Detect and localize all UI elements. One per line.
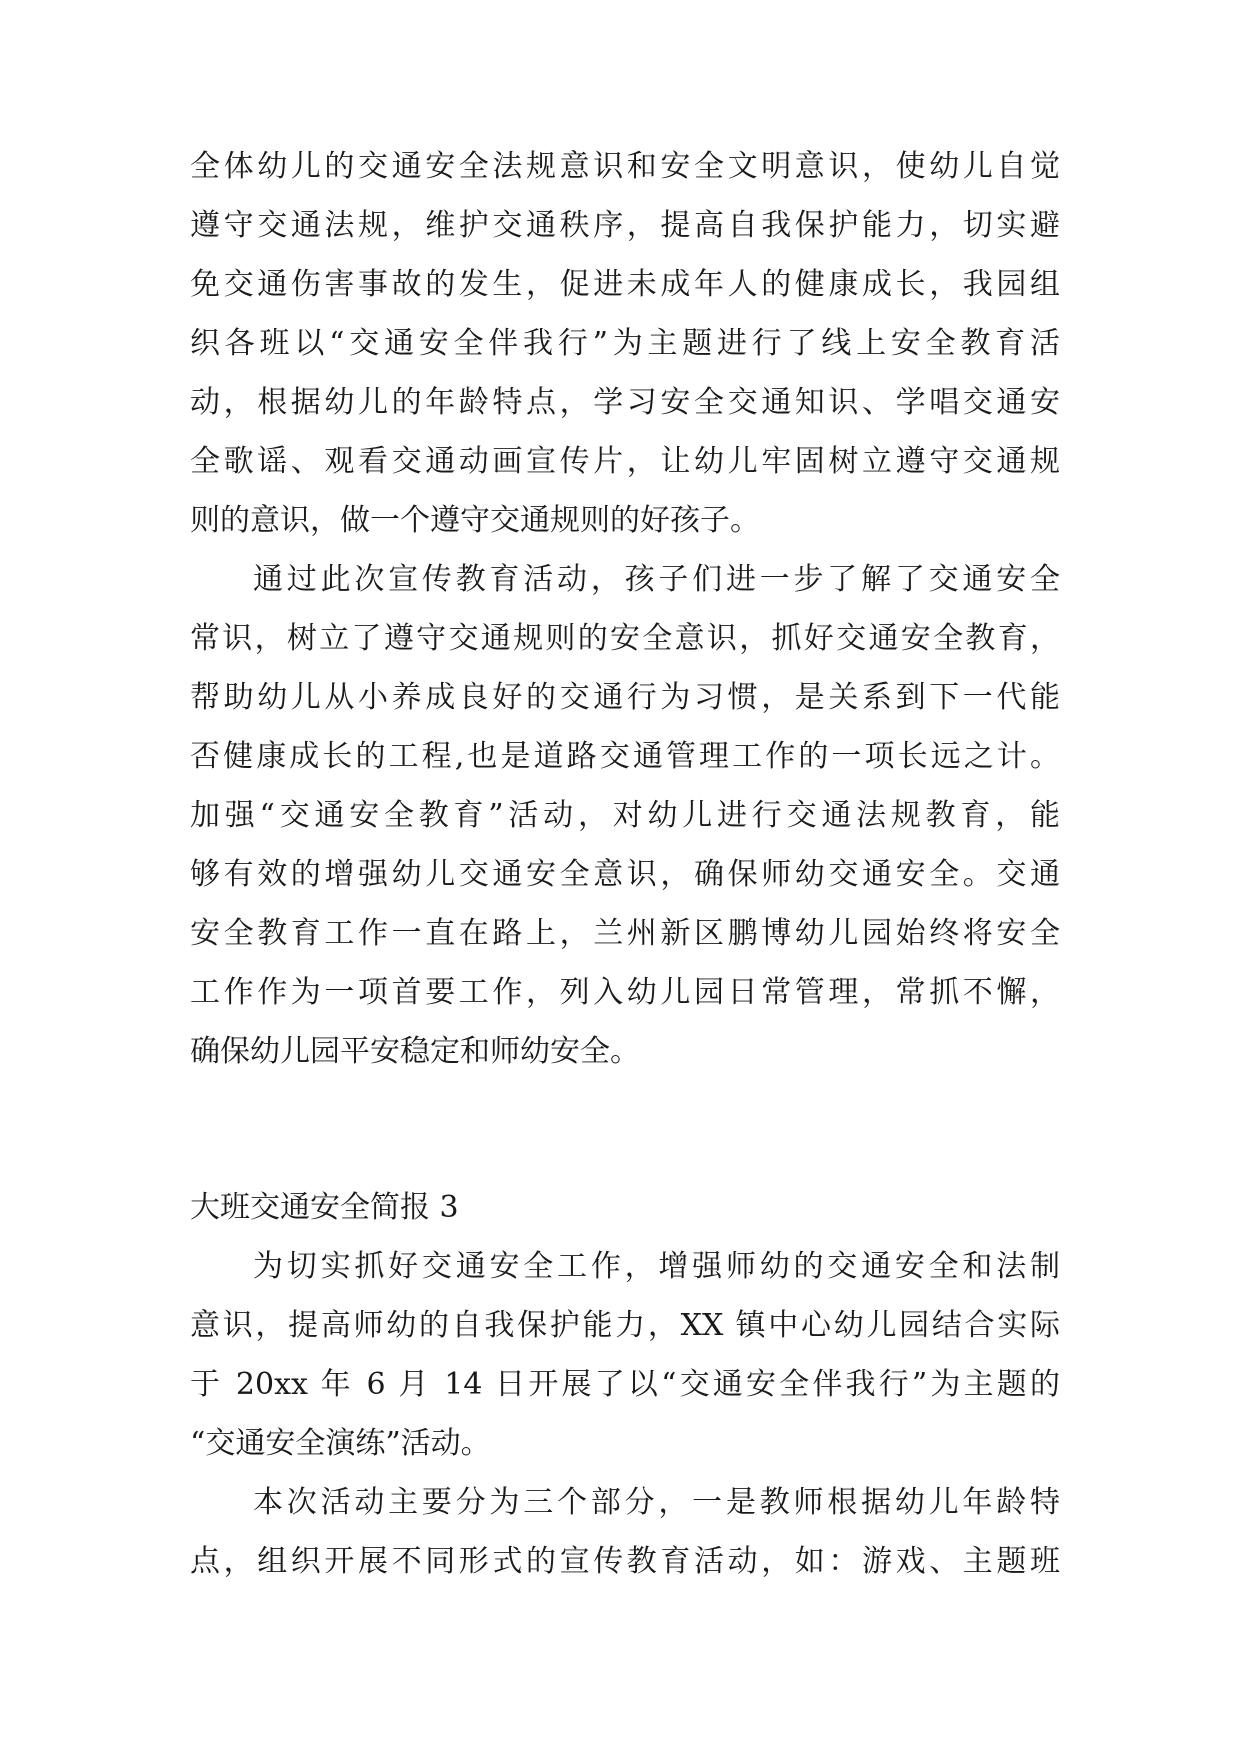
section-paragraph-2: [190, 1473, 1060, 1591]
paragraph-line: 通过此次宣传教育活动，孩子们进一步了解了交通安全: [253, 562, 1060, 597]
paragraph-line: 织各班以“交通安全伴我行”为主题进行了线上安全教育活: [190, 326, 1060, 361]
paragraph-line: 确保幼儿园平安稳定和师幼安全。: [190, 1034, 640, 1069]
paragraph-line: 安全教育工作一直在路上，兰州新区鹏博幼儿园始终将安全: [190, 916, 1060, 951]
paragraph-line: 免交通伤害事故的发生，促进未成年人的健康成长，我园组: [190, 267, 1060, 302]
paragraph-line: 常识，树立了遵守交通规则的安全意识，抓好交通安全教育，: [190, 621, 1060, 656]
paragraph-line: 帮助幼儿从小养成良好的交通行为习惯，是关系到下一代能: [190, 680, 1060, 715]
section-heading: 大班交通安全简报 3: [190, 1190, 459, 1225]
paragraph-line: 工作作为一项首要工作，列入幼儿园日常管理，常抓不懈，: [190, 975, 1060, 1010]
paragraph-line: 否健康成长的工程,也是道路交通管理工作的一项长远之计。: [190, 739, 1060, 774]
paragraph-line: 遵守交通法规，维护交通秩序，提高自我保护能力，切实避: [190, 208, 1060, 243]
paragraph-line: 全体幼儿的交通安全法规意识和安全文明意识，使幼儿自觉: [190, 149, 1060, 184]
paragraph-line: 意识，提高师幼的自我保护能力，XX 镇中心幼儿园结合实际: [190, 1308, 1060, 1343]
paragraph-line: “交通安全演练”活动。: [190, 1426, 491, 1461]
paragraph-line: 于 20xx 年 6 月 14 日开展了以“交通安全伴我行”为主题的: [190, 1367, 1060, 1402]
paragraph-line: 加强“交通安全教育”活动，对幼儿进行交通法规教育，能: [190, 798, 1060, 833]
document-page: [190, 0, 1060, 1754]
paragraph-line: 为切实抓好交通安全工作，增强师幼的交通安全和法制: [253, 1249, 1060, 1284]
paragraph-line: 本次活动主要分为三个部分，一是教师根据幼儿年龄特: [253, 1485, 1060, 1520]
paragraph-line: 全歌谣、观看交通动画宣传片，让幼儿牢固树立遵守交通规: [190, 444, 1060, 479]
paragraph-line: 则的意识，做一个遵守交通规则的好孩子。: [190, 503, 760, 538]
section-paragraph-1: [190, 1237, 1060, 1473]
paragraph-line: 够有效的增强幼儿交通安全意识，确保师幼交通安全。交通: [190, 857, 1060, 892]
paragraph-2: [190, 550, 1060, 1081]
paragraph-line: 点，组织开展不同形式的宣传教育活动，如：游戏、主题班: [190, 1544, 1060, 1579]
paragraph-line: 动，根据幼儿的年龄特点，学习安全交通知识、学唱交通安: [190, 385, 1060, 420]
paragraph-1: [190, 137, 1060, 550]
